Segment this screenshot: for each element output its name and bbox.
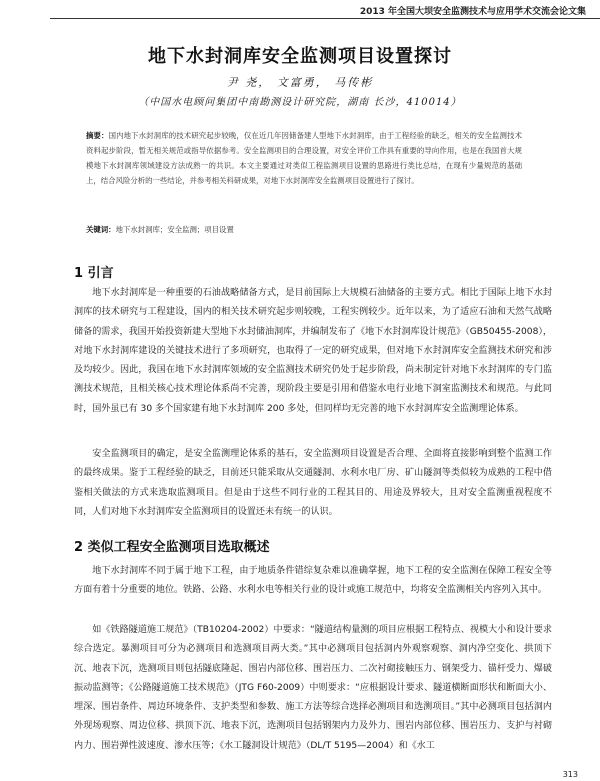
section-heading-similar-projects: 2 类似工程安全监测项目选取概述 <box>74 540 270 555</box>
abstract-label: 摘要： <box>86 131 109 140</box>
abstract-text: 国内地下水封洞库的技术研究起步较晚，仅在近几年因储备建人型地下水封洞库，由于工程经验的缺乏，相关的安全监测技术资料起步阶段，暂无相关规范或指导依据参考。安全监测项目的合理设置，对安全评价工作具有重要的导向作用，也是在我国首大规模地下水封洞库领域建设方法成熟一的共识。本文主要通过对类似工程监测项目设置的思路进行类比总结，在现有少量规范的基础上，结合风险分析的一些结论，并参考相关科研成果，对地下水封洞库安全监测项目设置进行了探讨。 <box>86 131 522 186</box>
keywords-text: 地下水封洞库；安全监测；项目设置 <box>115 225 234 234</box>
page-number: 313 <box>562 770 578 779</box>
keywords-label: 关键词： <box>86 225 116 234</box>
body-paragraph: 安全监测项目的确定，是安全监测理论体系的基石，安全监测项目设置是否合理、全面将直接影响到整个监测工作的最终成果。鉴于工程经验的缺乏，目前还只能采取从交通隧洞、水利水电厂房、矿山隧洞等类似较为成熟的工程中借鉴相关做法的方式来选取监测项目。但是由于这些不同行业的工程其目的、用途及界较大，且对安全监测重视程度不同，人们对地下水封洞库安全监测项目的设置还未有统一的认识。 <box>74 449 552 517</box>
body-paragraph: 如《铁路隧道施工规范》（TB10204-2002）中要求：“隧道结构量测的项目应根据工程特点、视模大小和设计要求综合选定。暴测项目可分为必测项目和选测项目两大类。”其中必测项目包括洞内外观察观察、洞内净空变化、拱顶下沉、地表下沉，选测项目则包括隧底隆起、围岩内部位移、围岩压力、二次衬砌接触压力、钢架受力、锚杆受力、爆破振动监测等；《公路隧道施工技术规范》（JTG F60-2009）中则要求：“应根据设计要求、隧道横断面形状和断面大小、埋深、围岩条件、周边环境条件、支护类型和参数、施工方法等综合选择必测项目和选测项目。”其中必测项目包括洞内外现场观察、周边位移、拱顶下沉、地表下沉，选测项目包括钢架内力及外力、围岩内部位移、围岩压力、支护与衬砌内力、围岩弹性波速度、渗水压等；《水工隧洞设计规范》（DL/T 5195—2004）和《水工 <box>74 625 552 751</box>
authors: 尹 尧， 文富勇， 马传彬 <box>226 76 374 89</box>
body-paragraph: 地下水封洞库不同于属于地下工程，由于地质条件错综复杂难以准确掌握，地下工程的安全监测在保障工程安全等方面有着十分重要的地位。铁路、公路、水利水电等相关行业的设计或施工规范中，均将安全监测相关内容列入其中。 <box>74 566 552 596</box>
body-paragraph: 地下水封洞库是一种重要的石油战略储备方式，是目前国际上大规模石油储备的主要方式。相比于国际上地下水封洞库的技术研究与工程建设，国内的相关技术研究起步则较晚，工程实例较少。近年以来，为了适应石油和天然气战略储备的需求，我国开始投资新建大型地下水封储油洞库，并编制发布了《地下水封洞库设计规范》（GB50455-2008），对地下水封洞库建设的关键技术进行了多项研究，也取得了一定的研究成果，但对地下水封洞库安全监测技术研究和涉及均较少。因此，我国在地下水封洞库领域的安全监测技术研究仍处于起步阶段，尚未制定针对地下水封洞库的专门监测技术规范，且相关核心技术理论体系尚不完善，现阶段主要是引用和借鉴水电行业地下洞室监测技术和规范。与此同时，国外虽已有 30 多个国家建有地下水封洞库 200 多处，但同样均无完善的地下水封洞库安全监测理论体系。 <box>74 288 552 414</box>
section-heading-introduction: 1 引言 <box>74 266 114 281</box>
running-header: 2013 年全国大坝安全监测技术与应用学术交流会论文集 <box>359 7 586 17</box>
abstract <box>86 128 522 188</box>
keywords <box>86 223 522 237</box>
header-rule <box>50 18 600 19</box>
affiliation: （中国水电顾问集团中南勘测设计研究院，湖南 长沙，410014） <box>138 97 462 108</box>
paper-title: 地下水封洞库安全监测项目设置探讨 <box>148 46 452 67</box>
